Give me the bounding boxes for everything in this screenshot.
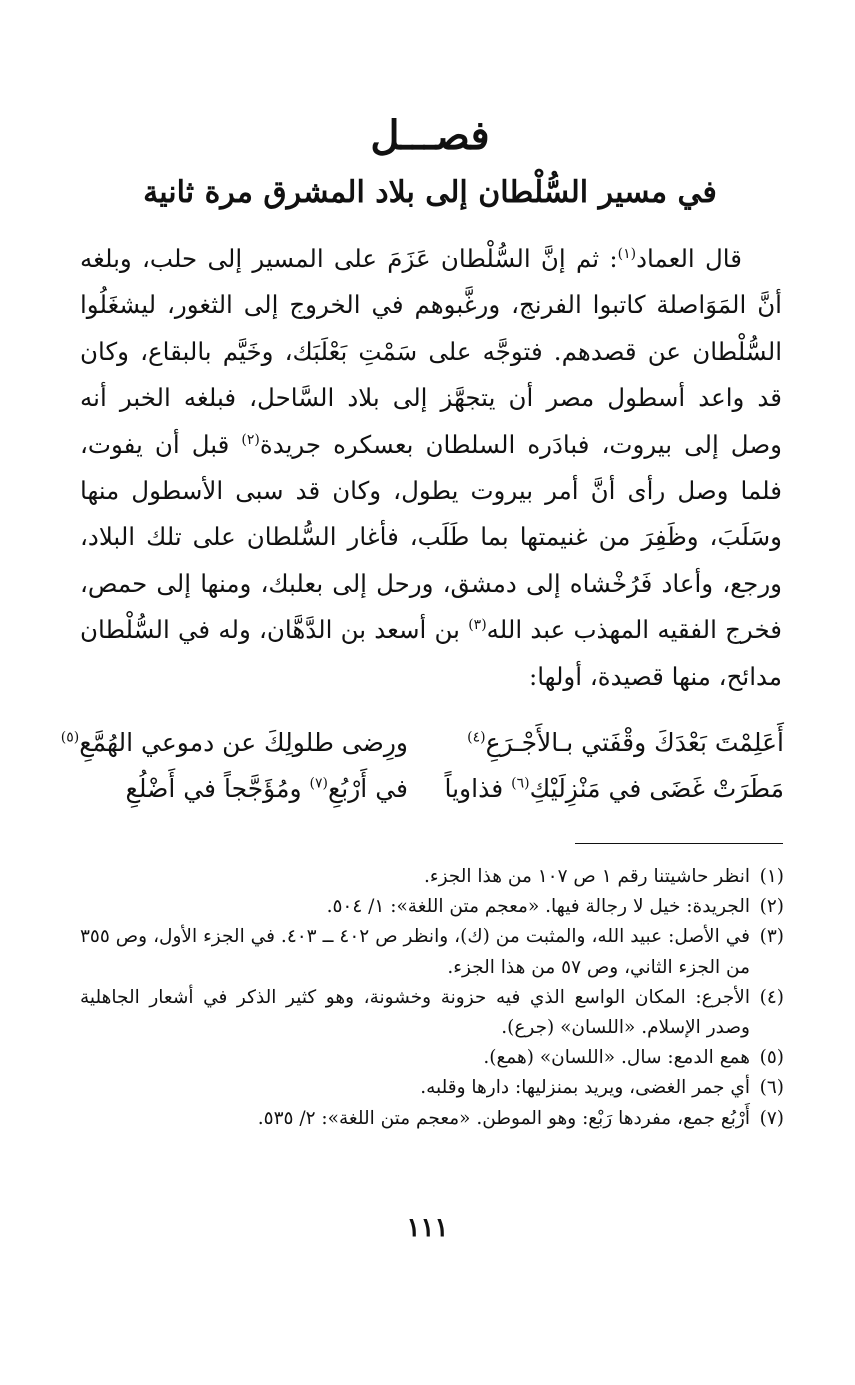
verse-1-first-hemistich: [454, 720, 784, 766]
footnote-ref-4[interactable]: (٤): [467, 729, 486, 746]
footnote-text: في الأصل: عبيد الله، والمثبت من (ك)، وانظر ص ٤٠٢ ــ ٤٠٣. في الجزء الأول، وص ٣٥٥ من الجزء الثاني، وص ٥٧ من هذا الجزء.: [80, 926, 750, 978]
hemistich-text: ورِضى طلولِكَ عن دموعي الهُمَّعِ: [79, 728, 408, 757]
footnote-number: (٤): [759, 986, 784, 1008]
page-number: ١١١: [406, 1213, 449, 1243]
footnote-ref-2[interactable]: (٢): [241, 431, 260, 448]
verse-2-second-hemistich: [78, 766, 408, 812]
hemistich-text: ومُؤَجَّجاً في أَضْلُعِ: [125, 774, 310, 803]
footnote-number: (٢): [759, 896, 784, 918]
footnote-text: الأجرع: المكان الواسع الذي فيه حزونة وخشونة، وهو كثير الذكر في أشعار الجاهلية وصدر الإسلام. «اللسان» (جرع).: [80, 986, 750, 1039]
paragraph-1: [80, 236, 782, 700]
chapter-title: في مسير السُّلْطان إلى بلاد المشرق مرة ثانية: [143, 175, 717, 210]
hemistich-text: أَعَلِمْتَ بَعْدَكَ وقْفَتي بـالأَجْـرَعِ: [485, 728, 784, 757]
footnote-text: همع الدمع: سال. «اللسان» (همع).: [483, 1047, 750, 1069]
text-run: قال العماد: [636, 244, 742, 273]
footnote-ref-6[interactable]: (٦): [511, 775, 530, 792]
footnote-6: [80, 1073, 784, 1103]
footnote-7: [80, 1104, 784, 1134]
footnote-number: (٧): [759, 1107, 784, 1129]
verse-1-second-hemistich: [60, 720, 408, 766]
section-heading: فصـــل: [370, 112, 490, 159]
footnote-5: [80, 1043, 784, 1073]
footnote-number: (١): [759, 866, 784, 887]
main-paragraph: [80, 236, 782, 700]
footnotes-list: [80, 862, 784, 1134]
footnote-ref-1[interactable]: (١): [617, 245, 637, 262]
footnote-3: [80, 922, 784, 982]
footnote-number: (٦): [759, 1077, 784, 1099]
footnote-text: أي جمر الغضى، ويريد بمنزليها: دارها وقلبه.: [420, 1077, 750, 1099]
footnote-number: (٥): [759, 1047, 784, 1069]
footnote-ref-7[interactable]: (٧): [309, 775, 328, 792]
footnote-4: [80, 983, 784, 1043]
verse-2-first-hemistich: [444, 766, 784, 812]
footnote-2: [80, 892, 784, 922]
footnote-1: [80, 862, 784, 892]
hemistich-text: في أَرْبُعِ: [327, 774, 408, 803]
hemistich-text: مَطَرَتْ غَضَى في مَنْزِلَيْكِ: [529, 774, 784, 803]
footnote-ref-3[interactable]: (٣): [468, 617, 487, 634]
footnote-number: (٣): [759, 926, 784, 948]
text-run: قبل أن يفوت، فلما وصل رأى أنَّ أمر بيروت يطول، وكان قد سبى الأسطول منها وسَلَبَ، وظَفِرَ من غنيمتها بما طَلَب، فأغار السُّلطان على تلك البلاد، ورجع، وأعاد فَرُخْشاه إلى دمشق، ورحل إلى بعلبك، ومنها إلى حمص، فخرج الفقيه المهذب عبد الله: [80, 429, 782, 645]
footnote-text: الجريدة: خيل لا رجالة فيها. «معجم متن اللغة»: ١/ ٥٠٤.: [326, 896, 750, 918]
text-run: بن أسعد بن الدَّهَّان، وله في السُّلْطان مدائح، منها قصيدة، أولها:: [80, 615, 782, 691]
footnote-divider: [575, 843, 783, 844]
text-run: : ثم إنَّ السُّلْطان عَزَمَ على المسير إلى حلب، وبلغه أنَّ المَوَاصلة كاتبوا الفرنج، ورغَّبوهم في الخروج إلى الثغور، ليشغَلُوا السُّلْطان عن قصدهم. فتوجَّه على سَمْتِ بَعْلَبَك، وخَيَّم بالبقاع، وكان قد واعد أسطول مصر أن يتجهَّز إلى بلاد السَّاحل، فبلغه الخبر أنه وصل إلى بيروت، فبادَره السلطان بعسكره جريدة: [80, 244, 782, 459]
footnote-text: انظر حاشيتنا رقم ١ ص ١٠٧ من هذا الجزء.: [423, 866, 750, 887]
verse-line-2: [78, 766, 784, 812]
footnote-ref-5[interactable]: (٥): [60, 729, 80, 746]
verse-line-1: [60, 720, 784, 766]
hemistich-text: فذاوياً: [444, 774, 512, 803]
poem: [60, 720, 784, 812]
footnote-text: أَرْبُع جمع، مفردها رَبْع: وهو الموطن. «معجم متن اللغة»: ٢/ ٥٣٥.: [257, 1107, 750, 1129]
